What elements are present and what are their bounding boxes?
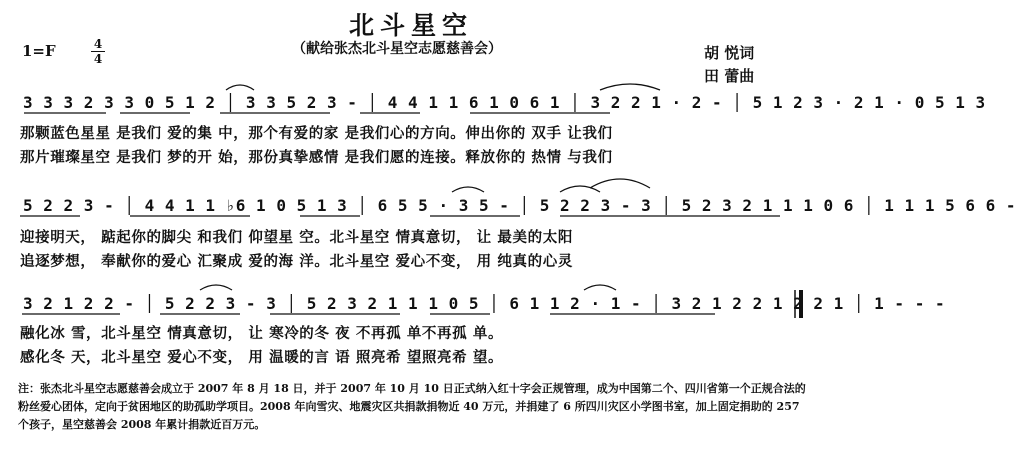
slur	[560, 186, 600, 192]
meter-top: 4	[93, 37, 103, 51]
lyric-line-3-verse-2: 感化冬 天，北斗星空 爱心不变， 用 温暖的言 语 照亮希 望照亮希 望。	[20, 349, 504, 366]
footnote: 注：张杰北斗星空志愿慈善会成立于 2007 年 8 月 18 日，并于 2007 年 10 月 10 日正式纳入红十字会正规管理，成为中国第二个、四川省第一个正规合法的粉丝爱心团体，定向于贫困地区的助孤助学项目。2008 年向雪灾、地震灾区共捐款捐物近 40 万元，并捐建了 6 所四川灾区小学图书室，加上固定捐助的 257 个孩子，星空慈善会 2008 年累计捐款近百万元。	[18, 382, 806, 431]
key-signature: 1=F	[22, 42, 56, 60]
slur	[452, 187, 484, 192]
lyric-line-1-verse-1: 那颗蓝色星星 是我们 爱的集 中，那个有爱的家 是我们心的方向。伸出你的 双手 让我们	[20, 125, 613, 142]
notation-line-1: 3 3 3 2 3 3 0 5 1 2 │ 3 3 5 2 3 - │ 4 4 1 1 6 1 0 6 1 │ 3 2 2 1 · 2 - │ 5 1 2 3 · 2 1 · 0 5 1 3	[23, 93, 986, 112]
slur	[584, 285, 616, 290]
notation-line-2: 5 2 2 3 - │ 4 4 1 1 ♭6 1 0 5 1 3 │ 6 5 5 · 3 5 - │ 5 2 2 3 - 3 │ 5 2 3 2 1 1 1 0 6 │ 1 1 1 5 6 6 -	[23, 196, 1016, 215]
lyric-line-3-verse-1: 融化冰 雪，北斗星空 情真意切， 让 寒冷的冬 夜 不再孤 单不再孤 单。	[20, 325, 504, 342]
lyric-line-2-verse-1: 迎接明天， 踮起你的脚尖 和我们 仰望星 空。北斗星空 情真意切， 让 最美的太阳	[20, 229, 573, 246]
song-subtitle: （献给张杰北斗星空志愿慈善会）	[292, 41, 502, 57]
time-signature	[91, 38, 105, 65]
slur	[226, 85, 254, 90]
song-title: 北斗星空	[348, 11, 473, 40]
meter-bottom: 4	[93, 52, 103, 66]
notation-line-3: 3 2 1 2 2 - │ 5 2 2 3 - 3 │ 5 2 3 2 1 1 1 0 5 │ 6 1 1 2 · 1 - │ 3 2 1 2 2 1 2 2 1 │ 1 - - -	[23, 294, 946, 313]
composer-credit: 田 蕾曲	[704, 67, 755, 85]
slur	[200, 285, 232, 290]
lyricist-credit: 胡 悦词	[704, 44, 755, 62]
slur	[600, 84, 660, 90]
lyric-line-1-verse-2: 那片璀璨星空 是我们 梦的开 始，那份真挚感情 是我们愿的连接。释放你的 热情 与我们	[20, 149, 613, 166]
slur	[590, 179, 650, 188]
lyric-line-2-verse-2: 追逐梦想， 奉献你的爱心 汇聚成 爱的海 洋。北斗星空 爱心不变， 用 纯真的心灵	[20, 253, 573, 270]
